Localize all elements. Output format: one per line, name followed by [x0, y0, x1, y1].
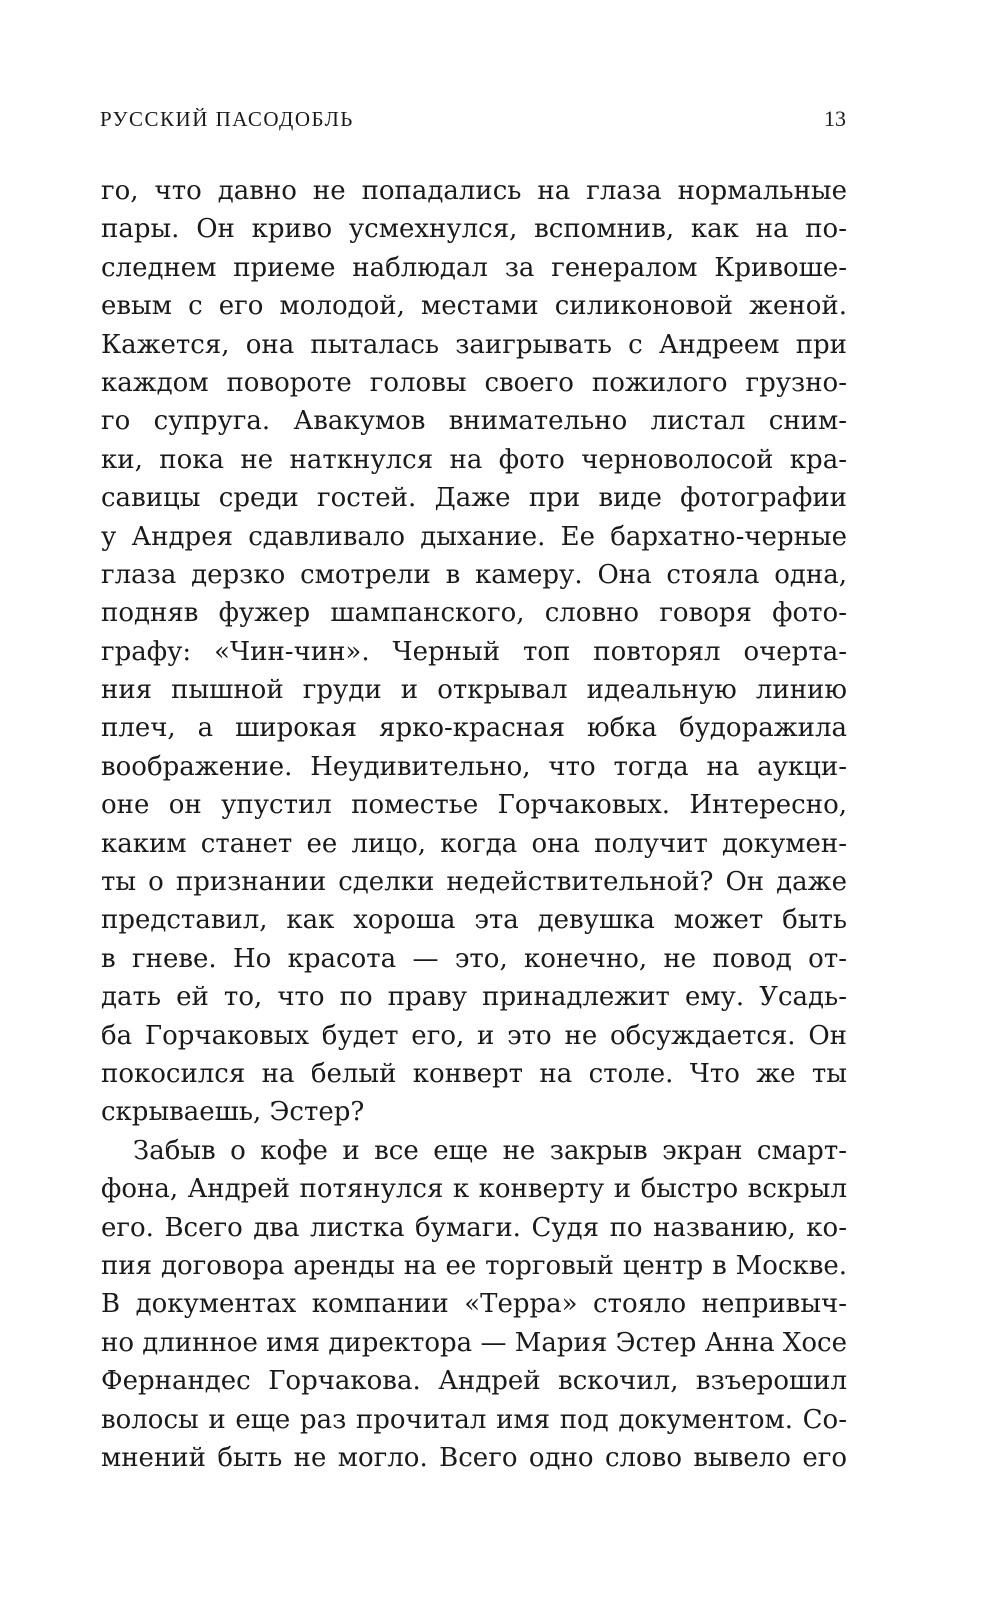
text-line: воображение. Неудивительно, что тогда на аукци-: [101, 751, 847, 782]
text-line: ния пышной груди и открывал идеальную линию: [101, 675, 847, 706]
text-line: дать ей то, что по праву принадлежит ему. Усадь-: [101, 982, 847, 1013]
text-line: следнем приеме наблюдал за генералом Кривоше-: [101, 252, 847, 283]
text-line: го, что давно не попадались на глаза нормальные: [101, 176, 847, 206]
text-line: мнений быть не могло. Всего одно слово вывело его: [101, 1442, 847, 1473]
text-line: волосы и еще раз прочитал имя под документом. Со-: [101, 1404, 847, 1435]
running-head-title: РУССКИЙ ПАСОДОБЛЬ: [100, 107, 354, 131]
text-line: скрываешь, Эстер?: [101, 1097, 365, 1128]
text-line: каким станет ее лицо, когда она получит докумен-: [101, 828, 847, 859]
text-line: го супруга. Авакумов внимательно листал сним-: [101, 406, 847, 437]
text-line: глаза дерзко смотрели в камеру. Она стояла одна,: [101, 559, 847, 590]
text-line: В документах компании «Терра» стояло непривыч-: [101, 1289, 847, 1320]
text-line: пия договора аренды на ее торговый центр в Москве.: [101, 1250, 847, 1281]
paragraph-1: [101, 172, 847, 1132]
text-line: покосился на белый конверт на столе. Что же ты: [101, 1058, 847, 1089]
text-line: савицы среди гостей. Даже при виде фотографии: [101, 483, 847, 514]
running-head: [100, 106, 846, 136]
text-line: пары. Он криво усмехнулся, вспомнив, как на по-: [101, 214, 847, 245]
text-line: графу: «Чин-чин». Черный топ повторял очерта-: [101, 636, 847, 667]
text-line: но длинное имя директора — Мария Эстер Анна Хосе: [101, 1327, 847, 1358]
text-line: оне он упустил поместье Горчаковых. Интересно,: [101, 790, 847, 821]
text-line: плеч, а широкая ярко-красная юбка будоражила: [101, 713, 847, 744]
text-line: Фернандес Горчакова. Андрей вскочил, взъерошил: [101, 1366, 847, 1397]
text-line: представил, как хороша эта девушка может быть: [101, 905, 847, 936]
body-text: [101, 172, 847, 1477]
text-line: его. Всего два листка бумаги. Судя по названию, ко-: [101, 1212, 847, 1243]
text-line: евым с его молодой, местами силиконовой женой.: [101, 291, 847, 322]
text-line: ки, пока не наткнулся на фото черноволосой кра-: [101, 444, 847, 475]
text-line: у Андрея сдавливало дыхание. Ее бархатно-черные: [101, 521, 847, 552]
text-line: в гневе. Но красота — это, конечно, не повод от-: [101, 943, 847, 974]
paragraph-2: [101, 1132, 847, 1478]
text-line: ба Горчаковых будет его, и это не обсуждается. Он: [101, 1020, 847, 1051]
text-line: Кажется, она пыталась заигрывать с Андреем при: [101, 329, 847, 360]
text-line: каждом повороте головы своего пожилого грузно-: [101, 367, 847, 398]
text-line: подняв фужер шампанского, словно говоря фото-: [101, 598, 847, 629]
text-line: ты о признании сделки недействительной? Он даже: [101, 867, 847, 898]
text-line: Забыв о кофе и все еще не закрыв экран смарт-: [133, 1135, 847, 1166]
page-number: 13: [824, 106, 846, 131]
text-line: фона, Андрей потянулся к конверту и быстро вскрыл: [101, 1174, 847, 1205]
